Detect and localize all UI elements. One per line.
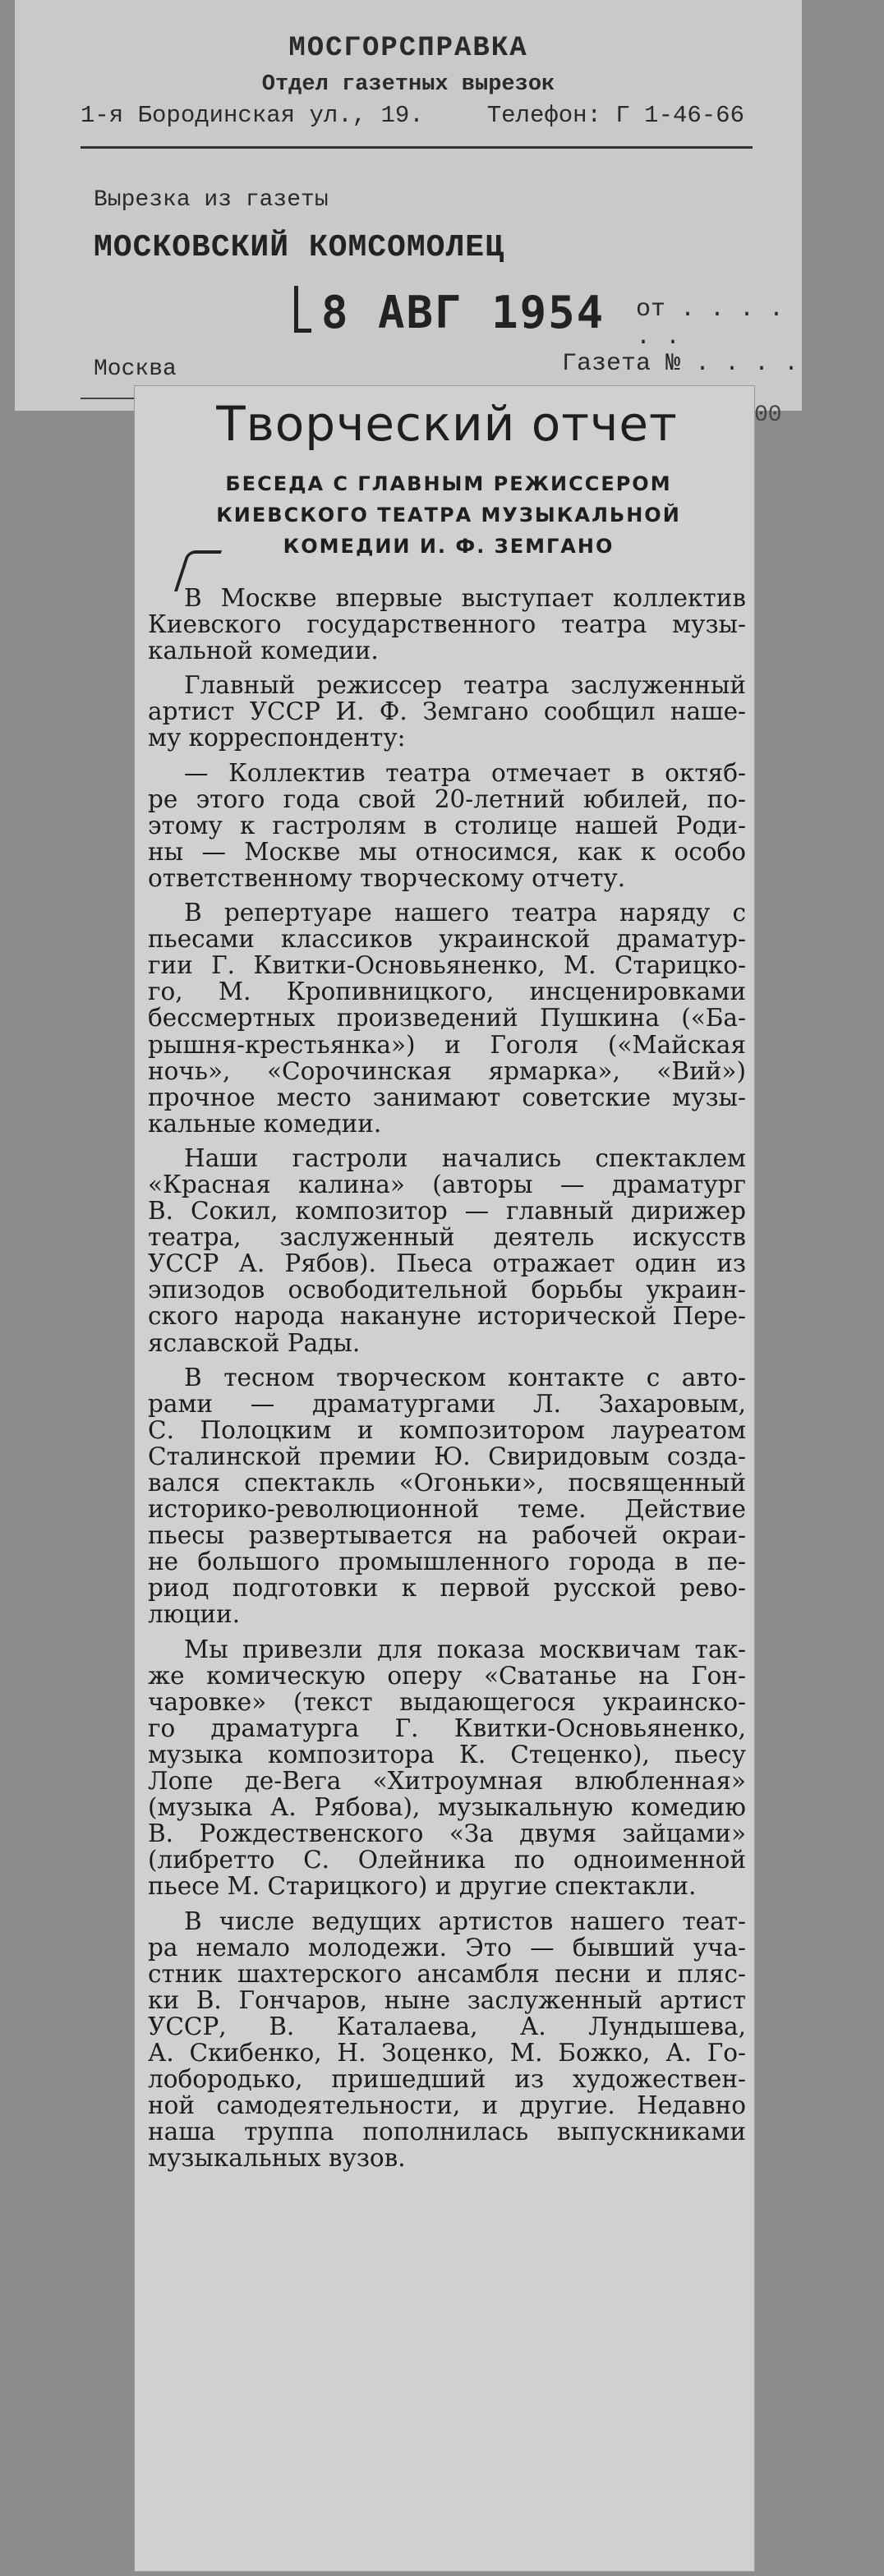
article-line: го, М. Кропивницкого, инсценировками [148, 978, 746, 1006]
article-line: пьесами классиков украинской драматур- [148, 925, 746, 954]
article-line: наша труппа пополнилась выпускниками [148, 2118, 746, 2146]
article-line: ны — Москве мы относимся, как к особо [148, 837, 746, 866]
article-line: кальные комедии. [148, 1109, 382, 1138]
article-line: вался спектакль «Огоньки», посвященный [148, 1469, 746, 1497]
article-line: му корреспонденту: [148, 724, 406, 752]
agency-name: МОСГОРСПРАВКА [288, 33, 528, 64]
article-line: бессмертных произведений Пушкина («Ба- [148, 1004, 746, 1033]
newspaper-clipping [135, 386, 754, 2571]
article-line: люции. [148, 1600, 241, 1629]
article-line: А. Скибенко, Н. Зоценко, М. Божко, А. Го- [148, 2038, 746, 2067]
article-line: кальной комедии. [148, 637, 379, 665]
article-line: пьесы развертывается на рабочей окраи- [148, 1521, 746, 1550]
subhead-line: КОМЕДИИ И. Ф. ЗЕМГАНО [283, 535, 615, 558]
article-line: эпизодов освободительной борьбы украин- [148, 1276, 746, 1304]
article-line: рышня-крестьянка») и Гоголя («Майская [148, 1030, 746, 1059]
article-line: В репертуаре нашего театра наряду с [184, 899, 746, 927]
article-line: — Коллектив театра отмечает в октяб- [184, 758, 746, 787]
article-line: этому к гастролям в столице нашей Роди- [148, 811, 746, 840]
article-line: артист УССР И. Ф. Земгано сообщил нашe- [148, 697, 746, 726]
article-body [148, 585, 746, 2171]
article-line: рами — драматургами Л. Захаровым, [148, 1389, 746, 1418]
article-line: Киевского государственного театра музы- [148, 610, 746, 639]
street-address: 1-я Бородинская ул., 19. [81, 102, 424, 129]
clipping-service-slip [15, 0, 802, 411]
article-line: В числе ведущих артистов нашего теат- [184, 1907, 746, 1935]
article-line: театра, заслуженный деятель искусств [148, 1223, 746, 1252]
article-subhead [168, 468, 730, 562]
article-line: Лопе де-Вега «Хитроумная влюбленная» [148, 1767, 746, 1796]
newspaper-name: МОСКОВСКИЙ КОМСОМОЛЕЦ [94, 230, 504, 265]
from-label: от . . . . . . [636, 296, 785, 352]
article-line: ночь», «Сорочинская ярмарка», «Вий») [148, 1056, 746, 1085]
article-line: чаровке» (текст выдающегося украинско- [148, 1687, 746, 1716]
article-line: В. Рождественского «За двумя зайцами» [148, 1819, 746, 1848]
article-line: же комическую оперу «Сватанье на Гон- [148, 1661, 746, 1690]
article-line: ского народа накануне исторической Пере- [148, 1302, 746, 1331]
article-line: С. Полоцким и композитором лауреатом [148, 1415, 746, 1444]
article-line: музыкальных вузов. [148, 2144, 406, 2173]
article-line: УССР, В. Каталаева, А. Лундышева, [148, 2012, 746, 2040]
article-line: музыка композитора К. Стеценко), пьесу [148, 1740, 746, 1769]
subhead-line: КИЕВСКОГО ТЕАТРА МУЗЫКАЛЬНОЙ [216, 504, 681, 527]
article-line: яславской Рады. [148, 1328, 361, 1357]
article-line: го драматурга Г. Квитки-Основьяненко, [148, 1714, 746, 1742]
article-line: УССР А. Рябов). Пьеса отражает один из [148, 1249, 746, 1278]
article-line: ра немало молодежи. Это — бывший уча- [148, 1933, 746, 1962]
article-line: Сталинской премии Ю. Свиридовым созда- [148, 1442, 746, 1470]
article-line: Наши гастроли начались спектаклем [184, 1143, 746, 1172]
article-line: Главный режиссер театра заслуженный [184, 671, 746, 700]
address-line [81, 102, 744, 129]
article-line: В Москве впервые выступает коллектив [184, 584, 746, 612]
city-label: Москва [94, 356, 177, 382]
article-line: прочное место занимают советские музы- [148, 1083, 746, 1111]
issue-number-label: Газета № . . . . [562, 350, 799, 378]
article-line: риод подготовки к первой русской рево- [148, 1574, 746, 1603]
subhead-line: БЕСЕДА С ГЛАВНЫМ РЕЖИССЕРОМ [225, 472, 672, 495]
article-line: ной самодеятельности, и другие. Недавно [148, 2091, 746, 2120]
clipping-from-label: Вырезка из газеты [94, 187, 329, 213]
article-line: ответственному творческому отчету. [148, 863, 626, 892]
header-rule [81, 146, 753, 149]
article-line: (либретто С. Олейника по одноименной [148, 1846, 746, 1874]
article-headline: Творческий отчет [216, 396, 678, 452]
slip-edge-digits: 00 [754, 402, 782, 428]
date-stamp [294, 286, 605, 338]
article-line: ре этого года свой 20-летний юбилей, по- [148, 784, 746, 813]
paragraph-gap [148, 1900, 746, 1908]
article-line: «Красная калина» (авторы — драматург [148, 1170, 746, 1198]
article-line: историко-революционной теме. Действие [148, 1495, 746, 1524]
article-line: стник шахтерского ансамбля песни и пляс- [148, 1959, 746, 1988]
department-name: Отдел газетных вырезок [261, 72, 555, 97]
article-line: ки В. Гончаров, ныне заслуженный артист [148, 1985, 746, 2014]
article-line: гии Г. Квитки-Основьяненко, М. Старицко- [148, 951, 746, 980]
stamp-bracket [294, 286, 311, 333]
article-line: (музыка А. Рябова), музыкальную комедию [148, 1793, 746, 1822]
phone-number: Телефон: Г 1-46-66 [486, 102, 744, 129]
article-line: В. Сокил, композитор — главный дирижер [148, 1197, 746, 1226]
date-stamp-text: 8 АВГ 1954 [321, 287, 605, 338]
article-line: Мы привезли для показа москвичам так- [184, 1635, 746, 1663]
article-line: пьесе М. Старицкого) и другие спектакли. [148, 1872, 697, 1901]
article-line: не большого промышленного города в пе- [148, 1548, 746, 1576]
article-line: лобородько, пришедший из художествен- [148, 2065, 746, 2094]
article-line: В тесном творческом контакте с авто- [184, 1363, 746, 1392]
